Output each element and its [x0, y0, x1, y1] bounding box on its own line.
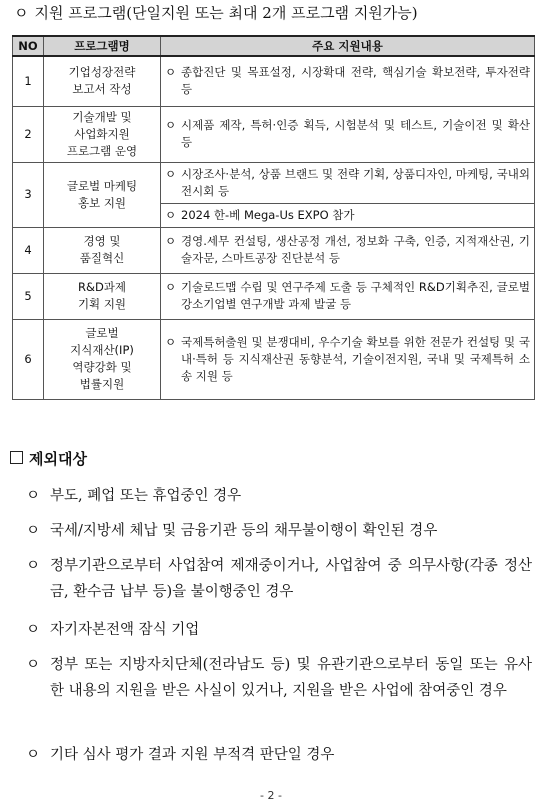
program-intro — [14, 2, 418, 24]
content-text: 종합진단 및 목표설정, 시장확대 전략, 핵심기술 확보전략, 투자전략 등 — [181, 65, 530, 97]
exclusion-bullet: ㅇ — [26, 558, 41, 574]
program-table — [12, 35, 535, 400]
program-table-body — [13, 56, 535, 399]
exclusion-text: 정부기관으로부터 사업참여 제재중이거나, 사업참여 중 의무사항(각종 정산금, 환수금 납부 등)을 불이행중인 경우 — [50, 558, 532, 600]
row-number: 1 — [13, 56, 44, 106]
content-bullet: ㅇ — [165, 166, 177, 181]
table-row — [13, 319, 535, 399]
table-row — [13, 227, 535, 273]
content-text: 국제특허출원 및 분쟁대비, 우수기술 확보를 위한 전문가 컨설팅 및 국내·특허 등 지식재산권 동향분석, 기술이전지원, 국내 및 국제특허 소송 지원 등 — [181, 334, 530, 383]
exclusion-bullet: ㅇ — [26, 747, 41, 763]
list-item — [26, 483, 532, 509]
program-content — [161, 106, 535, 162]
list-item — [26, 553, 532, 605]
content-bullet: ㅇ — [165, 234, 177, 248]
table-row — [13, 162, 535, 203]
exclusion-heading — [10, 449, 87, 469]
program-name: 글로벌 지식재산(IP) 역량강화 및 법률지원 — [44, 319, 161, 399]
program-name: 기업성장전략 보고서 작성 — [44, 56, 161, 106]
content-bullet: ㅇ — [165, 280, 177, 294]
program-name: R&D과제 기획 지원 — [44, 273, 161, 319]
exclusion-bullet: ㅇ — [26, 488, 41, 504]
table-row — [13, 106, 535, 162]
checkbox-square-icon — [10, 451, 23, 464]
list-item — [26, 652, 532, 704]
exclusion-text: 정부 또는 지방자치단체(전라남도 등) 및 유관기관으로부터 동일 또는 유사한 내용의 지원을 받은 사실이 있거나, 지원을 받은 사업에 참여중인 경우 — [50, 657, 532, 699]
program-content — [161, 319, 535, 399]
list-item — [26, 518, 532, 544]
content-bullet: ㅇ — [165, 118, 177, 132]
exclusion-text: 국세/지방세 체납 및 금융기관 등의 채무불이행이 확인된 경우 — [50, 523, 438, 539]
header-no: NO — [13, 36, 44, 56]
exclusion-bullet: ㅇ — [26, 523, 41, 539]
table-header-row — [13, 36, 535, 56]
program-content — [161, 56, 535, 106]
header-program-name: 프로그램명 — [44, 36, 161, 56]
row-number: 3 — [13, 162, 44, 227]
content-text: 기술로드맵 수립 및 연구주제 도출 등 구체적인 R&D기획추진, 글로벌강소기업별 연구개발 과제 발굴 등 — [181, 280, 530, 311]
list-item — [26, 742, 532, 768]
row-number: 6 — [13, 319, 44, 399]
page-number: - 2 - — [260, 789, 282, 802]
program-content — [161, 273, 535, 319]
exclusion-heading-text: 제외대상 — [29, 450, 87, 468]
table-row — [13, 56, 535, 106]
exclusion-text: 부도, 폐업 또는 휴업중인 경우 — [50, 488, 242, 504]
row-number: 5 — [13, 273, 44, 319]
program-content — [161, 227, 535, 273]
program-name: 글로벌 마케팅 홍보 지원 — [44, 162, 161, 227]
program-name: 경영 및 품질혁신 — [44, 227, 161, 273]
intro-text: 지원 프로그램(단일지원 또는 최대 2개 프로그램 지원가능) — [34, 4, 418, 22]
content-bullet: ㅇ — [165, 207, 177, 222]
row-number: 2 — [13, 106, 44, 162]
exclusion-text: 자기자본전액 잠식 기업 — [50, 622, 200, 638]
content-bullet: ㅇ — [165, 334, 177, 349]
intro-bullet: ㅇ — [14, 4, 29, 22]
exclusion-bullet: ㅇ — [26, 657, 41, 673]
exclusion-bullet: ㅇ — [26, 622, 41, 638]
list-item — [26, 617, 532, 643]
program-content — [161, 162, 535, 203]
content-text: 시장조사·분석, 상품 브랜드 및 전략 기획, 상품디자인, 마케팅, 국내외 전시회 등 — [181, 166, 530, 198]
program-content — [161, 203, 535, 227]
content-text: 2024 한-베 Mega-Us EXPO 참가 — [181, 207, 355, 222]
content-text: 경영.세무 컨설팅, 생산공정 개선, 정보화 구축, 인증, 지적재산권, 기술자문, 스마트공장 진단분석 등 — [181, 234, 530, 265]
row-number: 4 — [13, 227, 44, 273]
content-bullet: ㅇ — [165, 65, 177, 80]
exclusion-text: 기타 심사 평가 결과 지원 부적격 판단일 경우 — [50, 747, 335, 763]
table-row — [13, 273, 535, 319]
content-text: 시제품 제작, 특허·인증 획득, 시험분석 및 테스트, 기술이전 및 확산 등 — [181, 118, 530, 149]
header-content: 주요 지원내용 — [161, 36, 535, 56]
program-name: 기술개발 및 사업화지원 프로그램 운영 — [44, 106, 161, 162]
